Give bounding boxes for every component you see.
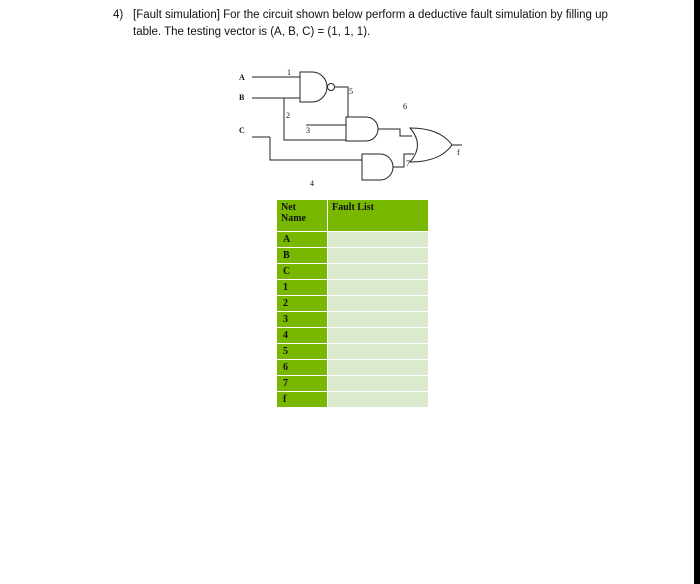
fault-cell[interactable] [328,360,429,376]
net-cell: 4 [277,328,328,344]
and-gate-6 [346,117,378,141]
fault-cell[interactable] [328,280,429,296]
net-4-label: 4 [310,179,314,188]
table-row [277,264,429,280]
fault-cell[interactable] [328,312,429,328]
question-text-line2: table. The testing vector is (A, B, C) = (1, 1, 1). [133,26,371,38]
fault-list-header: Fault List [328,200,429,232]
net-header-line1: Net [281,202,296,213]
net-cell: B [277,248,328,264]
table-row [277,392,429,408]
net-name-header [277,200,328,232]
nand-gate-1 [300,72,327,102]
net-2-label: 2 [286,111,290,120]
fault-cell[interactable] [328,376,429,392]
input-c-label: C [239,126,245,135]
fault-list-table [276,199,429,408]
net-5-label: 5 [349,87,353,96]
fault-cell[interactable] [328,264,429,280]
fault-cell[interactable] [328,248,429,264]
nand-bubble [328,84,335,91]
table-row [277,296,429,312]
net-cell: f [277,392,328,408]
fault-cell[interactable] [328,232,429,248]
table-row [277,344,429,360]
wire-net-5 [335,87,348,97]
net-1-label: 1 [287,68,291,77]
net-6-label: 6 [403,102,407,111]
input-b-label: B [239,93,245,102]
question-text-line1: [Fault simulation] For the circuit shown below perform a deductive fault simulation by filling up [133,9,608,21]
logic-circuit-diagram [0,0,700,200]
net-header-line2: Name [281,213,306,224]
table-row [277,280,429,296]
fault-cell[interactable] [328,328,429,344]
question-number: 4) [113,9,124,21]
net-cell: 6 [277,360,328,376]
fault-cell[interactable] [328,296,429,312]
or-gate-f [410,128,452,162]
table-row [277,376,429,392]
input-a-label: A [239,73,245,82]
table-row [277,248,429,264]
table-row [277,312,429,328]
fault-cell[interactable] [328,344,429,360]
table-row [277,360,429,376]
net-cell: C [277,264,328,280]
output-f-label: f [457,148,460,157]
net-cell: 3 [277,312,328,328]
and-gate-7 [362,154,393,180]
wire-net-2 [284,98,346,140]
table-row [277,232,429,248]
net-cell: 1 [277,280,328,296]
net-7-label: 7 [406,159,410,168]
net-cell: 5 [277,344,328,360]
net-cell: 7 [277,376,328,392]
net-cell: 2 [277,296,328,312]
net-cell: A [277,232,328,248]
fault-cell[interactable] [328,392,429,408]
net-3-label: 3 [306,126,310,135]
table-row [277,328,429,344]
wire-net-6 [378,129,412,136]
